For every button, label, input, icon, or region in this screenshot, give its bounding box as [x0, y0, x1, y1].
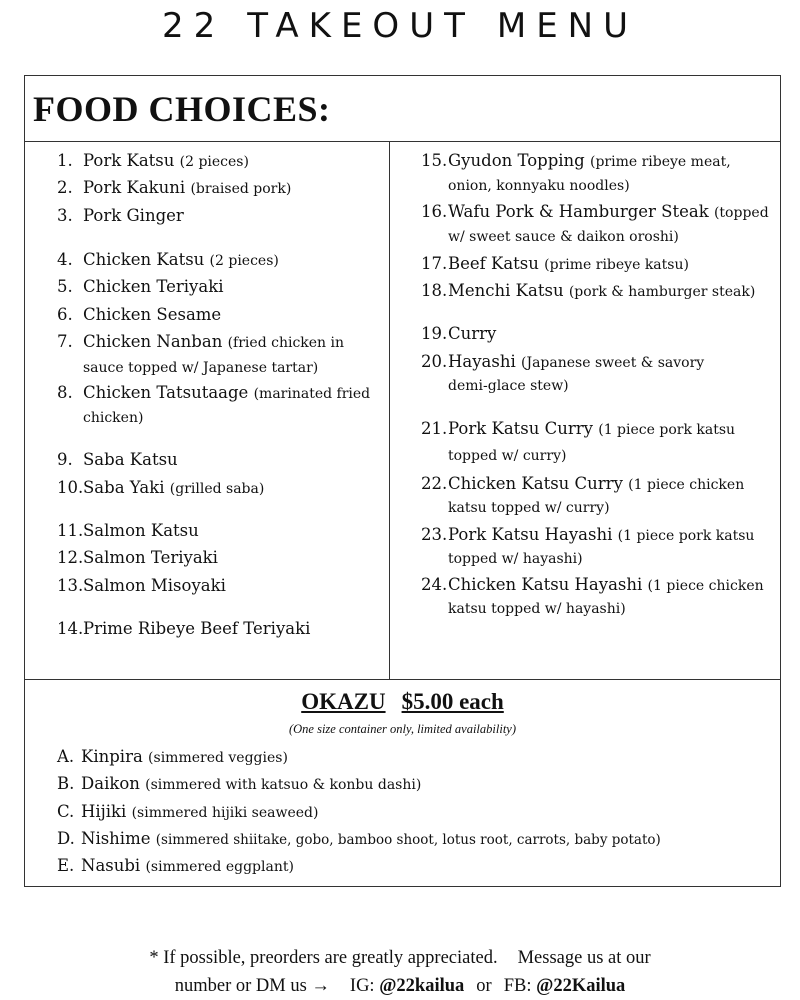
food-header [25, 76, 780, 142]
food-item-desc-cont: sauce topped w/ Japanese tartar) [83, 360, 319, 376]
dm-note: number or DM us → [174, 976, 330, 996]
okazu-item: E. Nasubi (simmered eggplant) [57, 856, 294, 875]
column-divider [389, 142, 390, 680]
title-part-3: MENU [496, 6, 638, 46]
food-item: 16.Wafu Pork & Hamburger Steak (topped [421, 202, 769, 221]
ig-label: IG: [349, 976, 375, 996]
fb-label: FB: [503, 976, 532, 996]
food-item: 5. Chicken Teriyaki [57, 277, 224, 296]
food-item-desc-cont: w/ sweet sauce & daikon oroshi) [448, 229, 679, 245]
food-item: 1. Pork Katsu (2 pieces) [57, 151, 249, 170]
food-item: 18.Menchi Katsu (pork & hamburger steak) [421, 281, 756, 300]
okazu-title-text: OKAZU [301, 689, 386, 714]
preorder-note: * If possible, preorders are greatly appreciated. [149, 948, 498, 968]
food-item: 22.Chicken Katsu Curry (1 piece chicken [421, 474, 745, 493]
food-item-desc-cont: topped w/ hayashi) [448, 551, 583, 567]
food-item-desc-cont: onion, konnyaku noodles) [448, 178, 630, 194]
okazu-item: A. Kinpira (simmered veggies) [57, 747, 288, 766]
food-item: 6. Chicken Sesame [57, 305, 222, 324]
food-item: 17.Beef Katsu (prime ribeye katsu) [421, 254, 689, 273]
food-item: 3. Pork Ginger [57, 206, 184, 225]
food-item-desc-cont: demi-glace stew) [448, 378, 569, 394]
food-item: 7. Chicken Nanban (fried chicken in [57, 332, 345, 351]
food-heading: FOOD CHOICES: [33, 89, 331, 129]
title-part-1: 22 [162, 6, 226, 46]
food-item: 15.Gyudon Topping (prime ribeye meat, [421, 151, 731, 170]
ig-handle[interactable]: @22kailua [379, 976, 465, 996]
or-text: or [476, 976, 492, 996]
food-item: 2. Pork Kakuni (braised pork) [57, 178, 292, 197]
food-item: 8. Chicken Tatsutaage (marinated fried [57, 383, 371, 402]
food-item-desc-cont: topped w/ curry) [448, 448, 567, 464]
food-item-desc-cont: katsu topped w/ curry) [448, 500, 610, 516]
food-item: 13.Salmon Misoyaki [57, 576, 226, 595]
menu-box [24, 75, 781, 887]
footer-note [0, 944, 800, 1000]
food-item-desc-cont: chicken) [83, 410, 144, 426]
footer-line-2 [0, 972, 800, 1000]
footer-line-1 [0, 944, 800, 972]
food-item: 4. Chicken Katsu (2 pieces) [57, 250, 279, 269]
okazu-divider [25, 679, 780, 680]
okazu-item: B. Daikon (simmered with katsuo & konbu dashi) [57, 774, 422, 793]
message-note: Message us at our [517, 948, 651, 968]
menu-title [0, 6, 800, 46]
okazu-price: $5.00 each [401, 689, 504, 714]
food-item-desc-cont: katsu topped w/ hayashi) [448, 601, 626, 617]
food-item: 14.Prime Ribeye Beef Teriyaki [57, 619, 311, 638]
okazu-note: (One size container only, limited availability) [288, 722, 517, 736]
food-item: 11.Salmon Katsu [57, 521, 199, 540]
food-item: 21.Pork Katsu Curry (1 piece pork katsu [421, 419, 736, 438]
food-item: 20.Hayashi (Japanese sweet & savory [421, 352, 705, 371]
okazu-title [25, 689, 780, 715]
food-item: 10.Saba Yaki (grilled saba) [57, 478, 265, 497]
okazu-item: C. Hijiki (simmered hijiki seaweed) [57, 802, 319, 821]
okazu-item: D. Nishime (simmered shiitake, gobo, bamboo shoot, lotus root, carrots, baby potato) [57, 829, 661, 848]
title-part-2: TAKEOUT [247, 6, 475, 46]
food-item: 12.Salmon Teriyaki [57, 548, 218, 567]
fb-handle[interactable]: @22Kailua [536, 976, 626, 996]
food-item: 24.Chicken Katsu Hayashi (1 piece chicken [421, 575, 764, 594]
food-item: 23.Pork Katsu Hayashi (1 piece pork katsu [421, 525, 755, 544]
food-item: 9. Saba Katsu [57, 450, 178, 469]
food-item: 19.Curry [421, 324, 497, 343]
